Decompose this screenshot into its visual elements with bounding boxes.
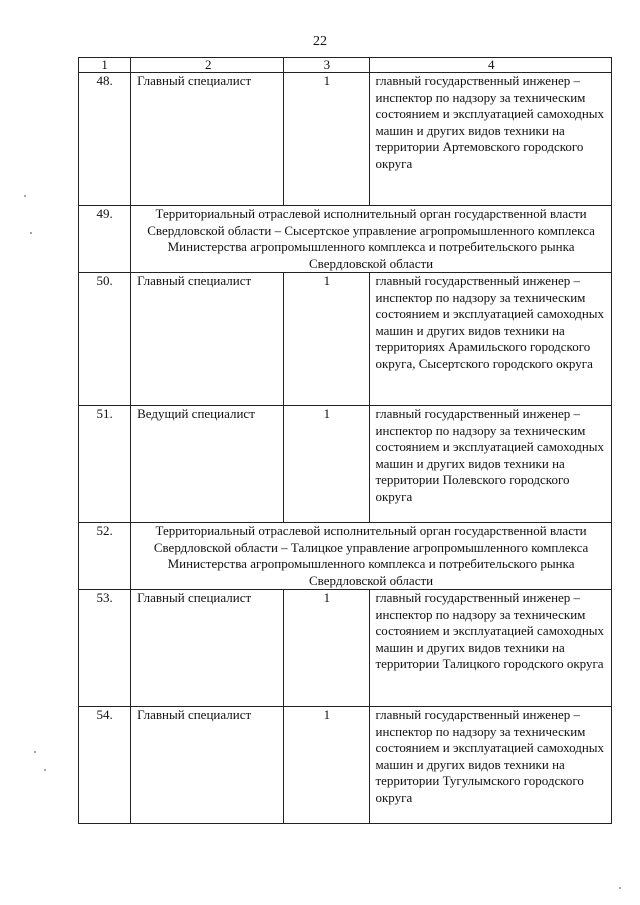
scan-speck bbox=[30, 232, 32, 234]
row-organization: Территориальный отраслевой исполнительный орган государственной власти Свердловской области – Талицкое управление агропромышленного комплекса Министерства агропромышленного комплекса и потребительского рынка Свердловской области bbox=[131, 523, 612, 590]
row-position: Главный специалист bbox=[131, 73, 284, 206]
page-number: 22 bbox=[313, 34, 327, 49]
row-position: Главный специалист bbox=[131, 590, 284, 707]
row-description: главный государственный инженер – инспектор по надзору за техническим состоянием и эксплуатацией самоходных машин и других видов техники на территории Тугулымского городского округа bbox=[370, 707, 612, 824]
table-row bbox=[79, 707, 612, 824]
row-number: 54. bbox=[79, 707, 131, 824]
row-position: Главный специалист bbox=[131, 273, 284, 406]
table-row-organization bbox=[79, 206, 612, 273]
row-number: 49. bbox=[79, 206, 131, 273]
scan-speck bbox=[44, 769, 46, 771]
row-count: 1 bbox=[284, 590, 370, 707]
row-count: 1 bbox=[284, 273, 370, 406]
row-position: Главный специалист bbox=[131, 707, 284, 824]
scan-speck bbox=[24, 195, 26, 197]
row-number: 50. bbox=[79, 273, 131, 406]
table-row-organization bbox=[79, 523, 612, 590]
table-row bbox=[79, 273, 612, 406]
scan-speck bbox=[619, 887, 621, 889]
header-col-2: 2 bbox=[131, 58, 284, 73]
row-description: главный государственный инженер – инспектор по надзору за техническим состоянием и эксплуатацией самоходных машин и других видов техники на территории Талицкого городского округа bbox=[370, 590, 612, 707]
row-description: главный государственный инженер – инспектор по надзору за техническим состоянием и эксплуатацией самоходных машин и других видов техники на территориях Арамильского городского округа, Сысертского городского округа bbox=[370, 273, 612, 406]
row-organization: Территориальный отраслевой исполнительный орган государственной власти Свердловской области – Сысертское управление агропромышленного комплекса Министерства агропромышленного комплекса и потребительского рынка Свердловской области bbox=[131, 206, 612, 273]
row-number: 53. bbox=[79, 590, 131, 707]
row-number: 48. bbox=[79, 73, 131, 206]
header-col-1: 1 bbox=[79, 58, 131, 73]
row-count: 1 bbox=[284, 73, 370, 206]
header-col-3: 3 bbox=[284, 58, 370, 73]
table-header-row bbox=[79, 58, 612, 73]
positions-table bbox=[78, 57, 612, 824]
row-number: 52. bbox=[79, 523, 131, 590]
table-row bbox=[79, 590, 612, 707]
row-number: 51. bbox=[79, 406, 131, 523]
row-count: 1 bbox=[284, 406, 370, 523]
row-description: главный государственный инженер – инспектор по надзору за техническим состоянием и эксплуатацией самоходных машин и других видов техники на территории Полевского городского округа bbox=[370, 406, 612, 523]
scan-speck bbox=[34, 751, 36, 753]
table-row bbox=[79, 406, 612, 523]
table-row bbox=[79, 73, 612, 206]
row-count: 1 bbox=[284, 707, 370, 824]
row-position: Ведущий специалист bbox=[131, 406, 284, 523]
row-description: главный государственный инженер – инспектор по надзору за техническим состоянием и эксплуатацией самоходных машин и других видов техники на территории Артемовского городского округа bbox=[370, 73, 612, 206]
header-col-4: 4 bbox=[370, 58, 612, 73]
